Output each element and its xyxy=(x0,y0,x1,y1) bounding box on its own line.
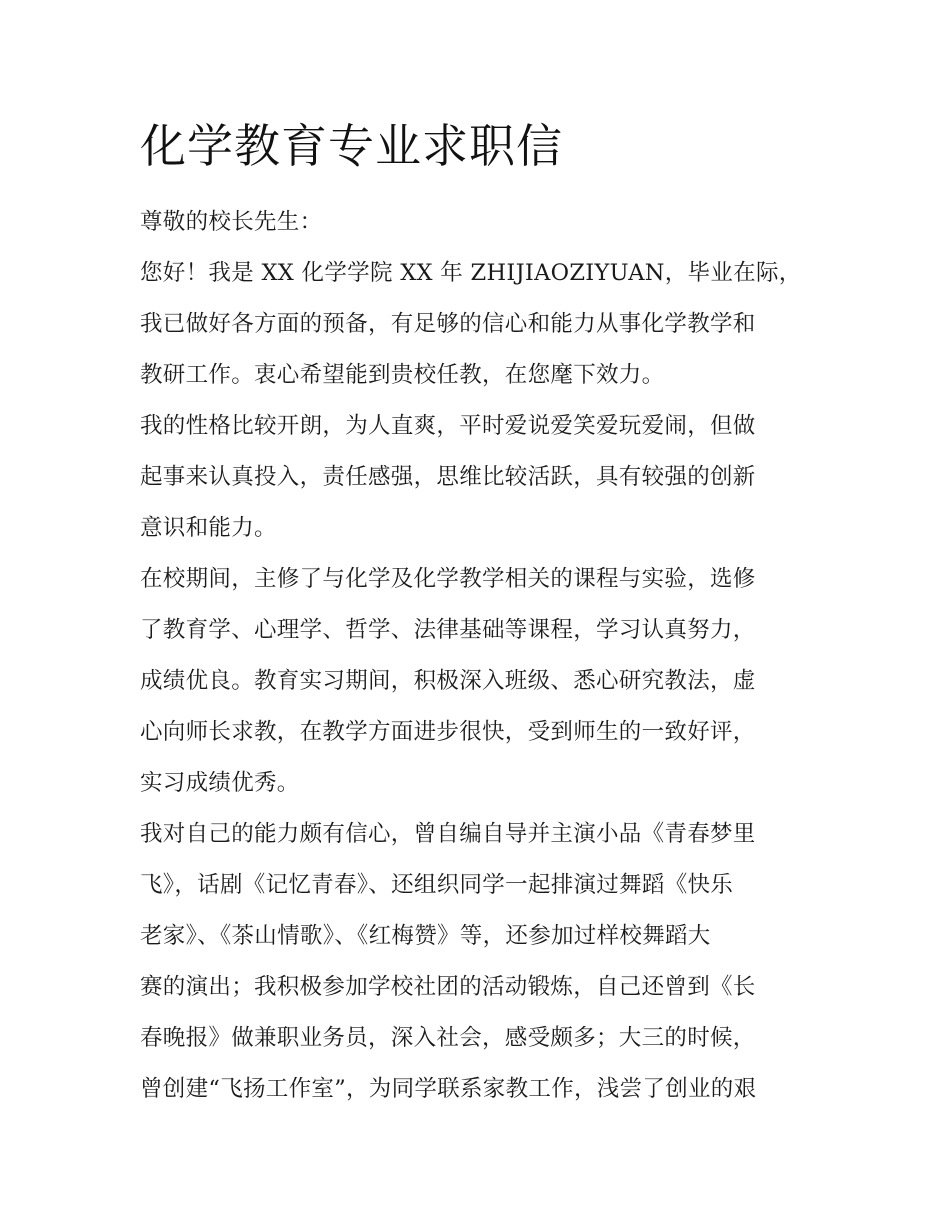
body-line: 曾创建“飞扬工作室”，为同学联系家教工作，浅尝了创业的艰 xyxy=(140,1076,757,1102)
body-line: 教研工作。衷心希望能到贵校任教，在您麾下效力。 xyxy=(140,362,665,388)
body-line: 实习成绩优秀。 xyxy=(140,770,300,796)
body-line: 意识和能力。 xyxy=(140,515,277,541)
body-line: 我已做好各方面的预备，有足够的信心和能力从事化学教学和 xyxy=(140,311,756,337)
body-line: 您好！我是 XX 化学学院 XX 年 ZHIJIAOZIYUAN，毕业在际， xyxy=(140,260,802,286)
body-line: 了教育学、心理学、哲学、法律基础等课程，学习认真努力， xyxy=(140,617,756,643)
body-line: 起事来认真投入，责任感强，思维比较活跃，具有较强的创新 xyxy=(140,464,756,490)
body-line: 我的性格比较开朗，为人直爽，平时爱说爱笑爱玩爱闹，但做 xyxy=(140,413,756,439)
body-line: 赛的演出；我积极参加学校社团的活动锻炼，自己还曾到《长 xyxy=(140,974,756,1000)
document-title: 化学教育专业求职信 xyxy=(140,119,563,173)
body-line: 在校期间，主修了与化学及化学教学相关的课程与实验，选修 xyxy=(140,566,756,592)
salutation-line: 尊敬的校长先生： xyxy=(140,209,323,235)
body-line: 我对自己的能力颇有信心，曾自编自导并主演小品《青春梦里 xyxy=(140,821,756,847)
body-line: 老家》、《茶山情歌》、《红梅赞》等，还参加过样校舞蹈大 xyxy=(140,923,711,949)
body-line: 心向师长求教，在教学方面进步很快，受到师生的一致好评， xyxy=(140,719,756,745)
body-line: 飞》，话剧《记忆青春》、还组织同学一起排演过舞蹈《快乐 xyxy=(140,872,734,898)
body-line: 春晚报》做兼职业务员，深入社会，感受颇多；大三的时候， xyxy=(140,1025,756,1051)
body-line: 成绩优良。教育实习期间，积极深入班级、悉心研究教法，虚 xyxy=(140,668,756,694)
